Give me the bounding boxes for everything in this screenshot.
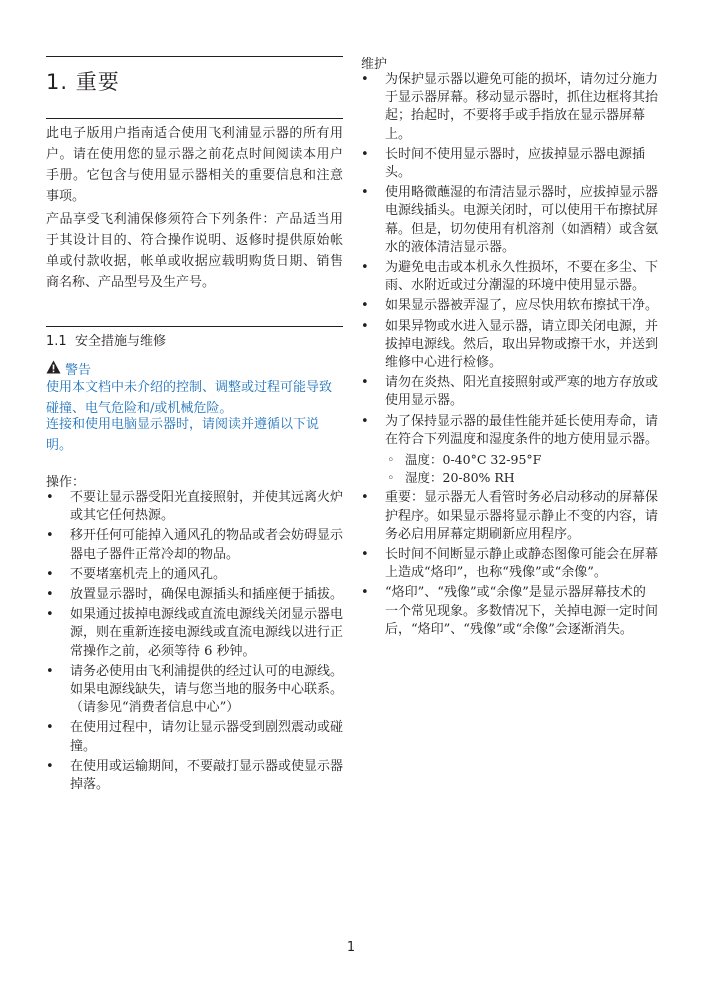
section-title: 安全措施与维修 — [74, 334, 166, 349]
list-item: • 重要：显示器无人看管时务必启动移动的屏幕保护程序。如果显示器将显示静止不变的内容，请务必启用屏幕定期刷新应用程序。 — [361, 489, 658, 544]
list-item: • 移开任何可能掉入通风孔的物品或者会妨碍显示器电子器件正常冷却的物品。 — [46, 527, 343, 563]
list-item: • 如果通过拔掉电源线或直流电源线关闭显示器电源，则在重新连接电源线或直流电源线以进行正常操作之前，必须等待 6 秒钟。 — [46, 606, 343, 661]
section-number: 1.1 — [46, 334, 67, 349]
section-heading — [46, 330, 166, 349]
list-item: • 在使用过程中，请勿让显示器受到剧烈震动或碰撞。 — [46, 719, 343, 755]
warning-label: 警告 — [65, 363, 92, 378]
list-item: • 使用略微蘸湿的布清洁显示器时，应拔掉显示器电源线插头。电源关闭时，可以使用干布擦拭屏幕。但是，切勿使用有机溶剂（如酒精）或含氨水的液体清洁显示器。 — [361, 184, 658, 257]
list-item: • 为保护显示器以避免可能的损坏，请勿过分施力于显示器屏幕。移动显示器时，抓住边框将其抬起；抬起时，不要将手或手指放在显示器屏幕上。 — [361, 71, 658, 144]
page-number: 1 — [346, 940, 356, 955]
list-item: • 如果显示器被弄湿了，应尽快用软布擦拭干净。 — [361, 297, 658, 315]
section-rule — [46, 326, 343, 327]
intro-paragraph-2: 产品享受飞利浦保修须符合下列条件：产品适当用于其设计目的、符合操作说明、返修时提供原始帐单或付款收据，帐单或收据应载明购货日期、销售商名称、产品型号及生产号。 — [46, 212, 343, 290]
warning-text-2: 连接和使用电脑显示器时，请阅读并遵循以下说明。 — [46, 417, 320, 453]
warning-title — [46, 359, 91, 378]
operation-list — [46, 489, 343, 796]
condition-humidity: ◦ 湿度：20-80% RH — [385, 469, 658, 487]
warning-text-1: 使用本文档中未介绍的控制、调整或过程可能导致碰撞、电气危险和/或机械危险。 — [46, 380, 333, 416]
conditions-list — [385, 451, 658, 487]
list-item: • 在使用或运输期间，不要敲打显示器或使显示器掉落。 — [46, 758, 343, 794]
list-item: • 放置显示器时，确保电源插头和插座便于插拔。 — [46, 586, 343, 604]
maintenance-heading: 维护 — [361, 57, 388, 72]
list-item: • 为避免电击或本机永久性损坏，不要在多尘、下雨、水附近或过分潮湿的环境中使用显示器。 — [361, 259, 658, 295]
intro-paragraph-1: 此电子版用户指南适合使用飞利浦显示器的所有用户。请在使用您的显示器之前花点时间阅读本用户手册。它包含与使用显示器相关的重要信息和注意事项。 — [46, 126, 343, 204]
list-item: • 请勿在炎热、阳光直接照射或严寒的地方存放或使用显示器。 — [361, 374, 658, 410]
maintenance-list — [361, 71, 658, 641]
list-item: • “烙印”、“残像”或“余像”是显示器屏幕技术的一个常见现象。多数情况下，关掉电源一定时间后，“烙印”、“残像”或“余像”会逐渐消失。 — [361, 584, 658, 639]
list-item: • 长时间不使用显示器时，应拔掉显示器电源插头。 — [361, 146, 658, 182]
chapter-heading — [46, 66, 120, 96]
condition-temperature: ◦ 温度：0-40°C 32-95°F — [385, 451, 658, 469]
chapter-title: 重要 — [75, 70, 120, 94]
heading-rule — [46, 118, 343, 119]
chapter-number: 1. — [46, 70, 69, 94]
top-rule-left — [46, 56, 343, 57]
list-item: • 请务必使用由飞利浦提供的经过认可的电源线。如果电源线缺失，请与您当地的服务中心联系。（请参见“消费者信息中心”） — [46, 663, 343, 718]
warning-triangle-icon — [46, 360, 65, 378]
list-item-text: 为了保持显示器的最佳性能并延长使用寿命，请在符合下列温度和湿度条件的地方使用显示器。 — [385, 413, 659, 447]
list-item: • 长时间不间断显示静止或静态图像可能会在屏幕上造成“烙印”，也称“残像”或“余像”。 — [361, 546, 658, 582]
list-item — [361, 413, 658, 488]
list-item: • 不要堵塞机壳上的通风孔。 — [46, 566, 343, 584]
list-item: • 不要让显示器受阳光直接照射，并使其远离火炉或其它任何热源。 — [46, 489, 343, 525]
list-item: • 如果异物或水进入显示器，请立即关闭电源，并拔掉电源线。然后，取出异物或擦干水，并送到维修中心进行检修。 — [361, 318, 658, 373]
operation-heading: 操作： — [46, 475, 86, 490]
